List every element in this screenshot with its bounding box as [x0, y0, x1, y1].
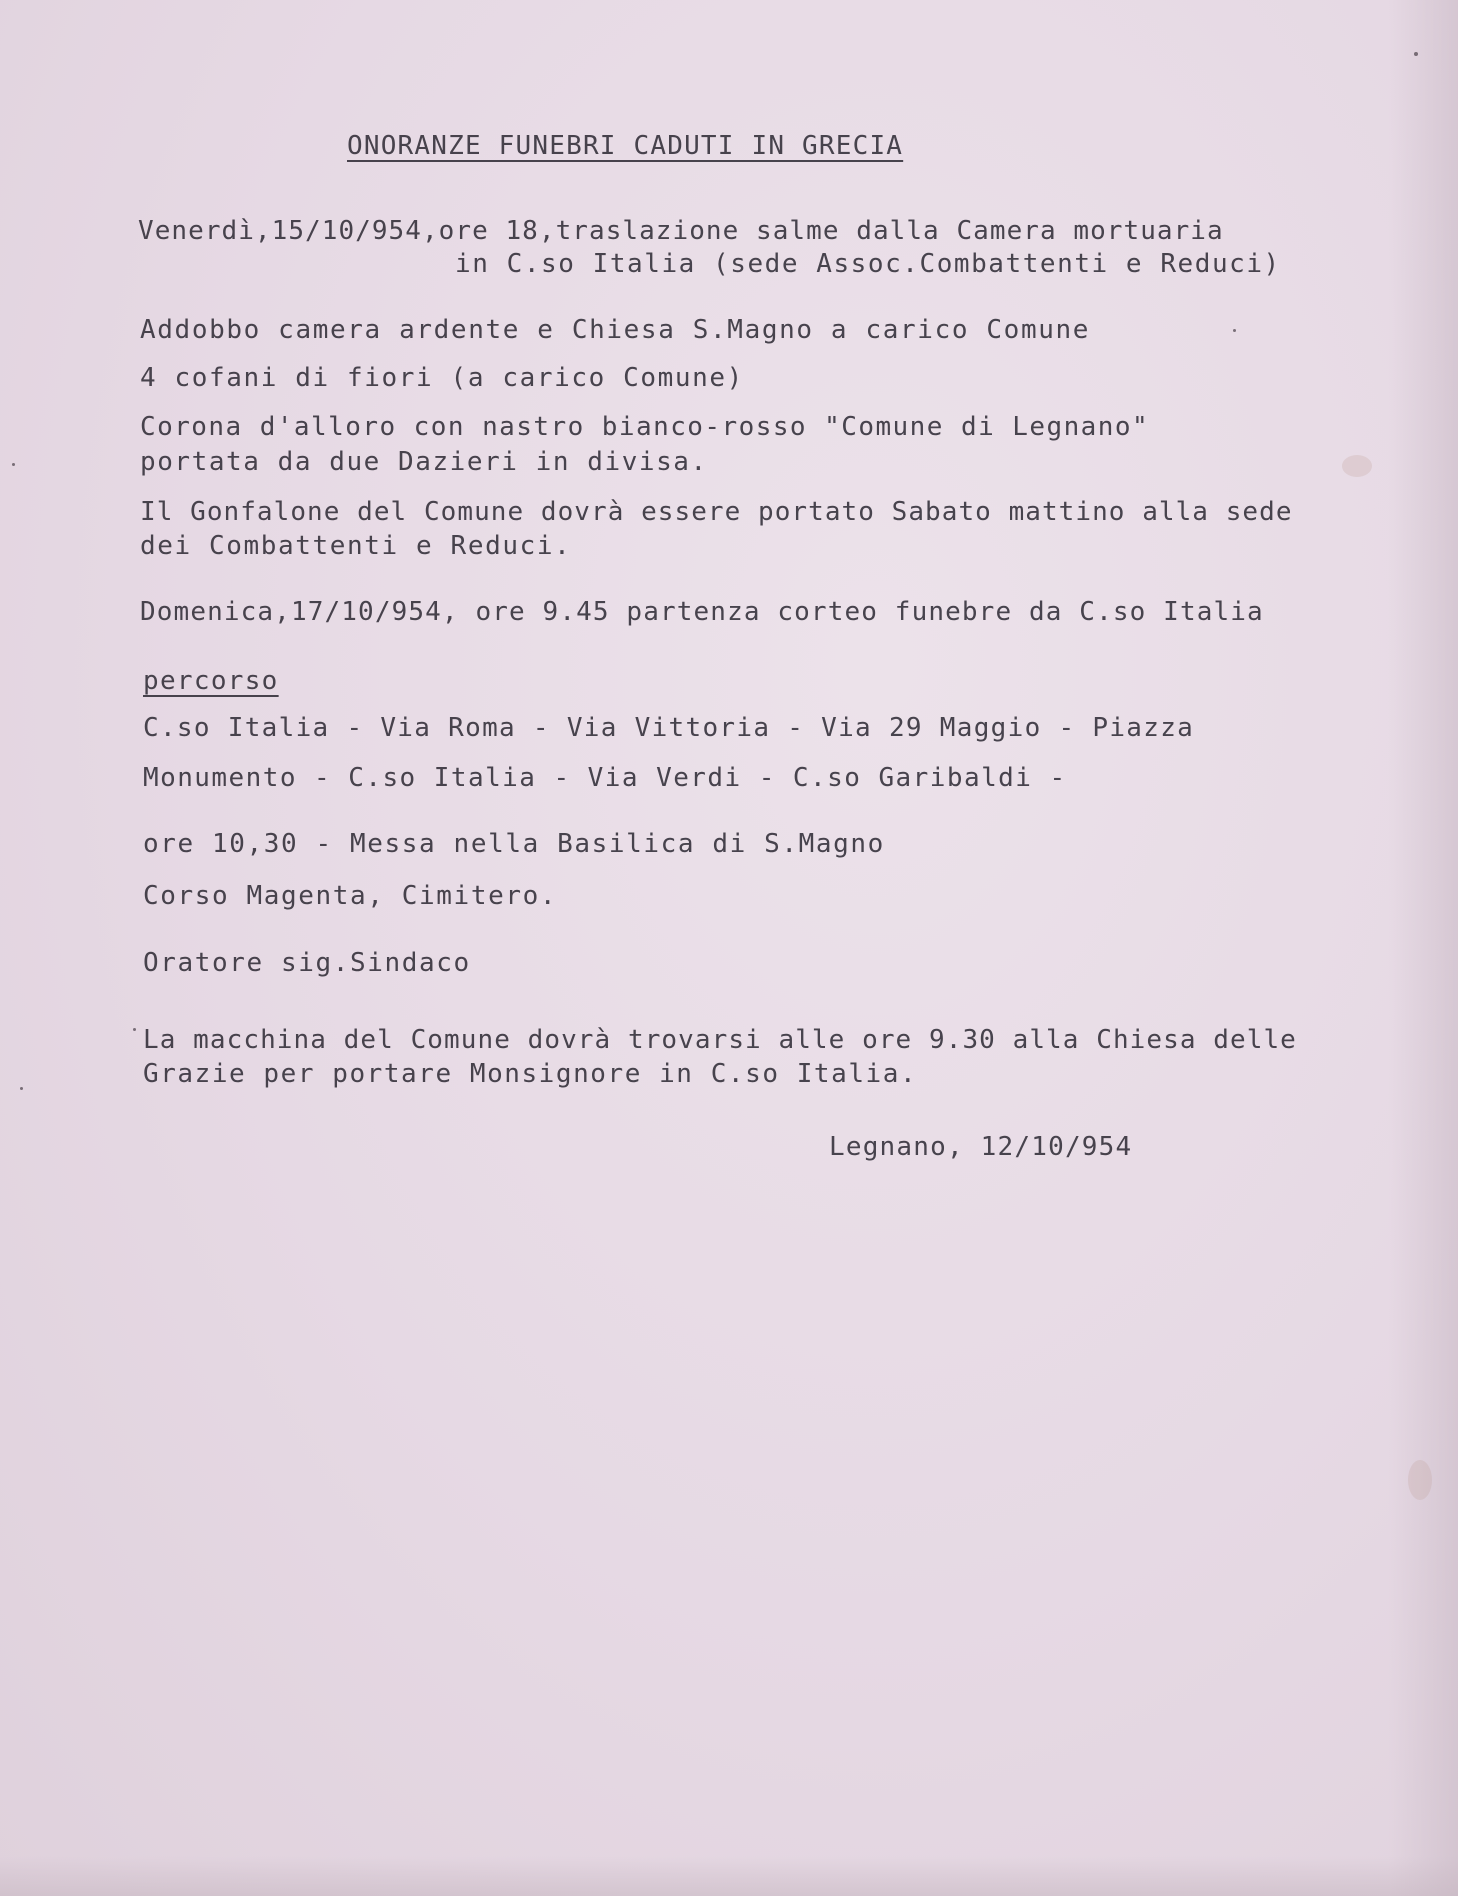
place-and-date: Legnano, 12/10/954	[829, 1132, 1133, 1162]
text-line-route-1: C.so Italia - Via Roma - Via Vittoria - Via 29 Maggio - Piazza	[143, 713, 1195, 743]
text-line-car-1: La macchina del Comune dovrà trovarsi alle ore 9.30 alla Chiesa delle	[143, 1025, 1297, 1055]
text-line-5: Corona d'alloro con nastro bianco-rosso "Comune di Legnano"	[140, 412, 1150, 442]
text-line-9: Domenica,17/10/954, ore 9.45 partenza corteo funebre da C.so Italia	[140, 597, 1264, 627]
text-line-4: 4 cofani di fiori (a carico Comune)	[140, 363, 744, 393]
paper-speck	[1233, 329, 1236, 332]
paper-stain	[1408, 1460, 1432, 1500]
paper-speck	[20, 1087, 23, 1090]
text-line-7: Il Gonfalone del Comune dovrà essere portato Sabato mattino alla sede	[140, 497, 1293, 527]
text-line-route-2: Monumento - C.so Italia - Via Verdi - C.so Garibaldi -	[143, 763, 1067, 793]
text-line-cemetery: Corso Magenta, Cimitero.	[143, 881, 558, 911]
text-line-car-2: Grazie per portare Monsignore in C.so Italia.	[143, 1059, 918, 1089]
text-line-orator: Oratore sig.Sindaco	[143, 948, 471, 978]
page-bottom-shadow	[0, 1856, 1458, 1896]
text-line-mass: ore 10,30 - Messa nella Basilica di S.Magno	[143, 829, 885, 859]
paper-speck	[1414, 52, 1418, 56]
paper-speck	[12, 463, 15, 466]
page-edge-shadow	[1388, 0, 1458, 1896]
paper-stain	[1342, 455, 1372, 477]
text-line-1: Venerdì,15/10/954,ore 18,traslazione salme dalla Camera mortuaria	[138, 216, 1224, 246]
text-line-2: in C.so Italia (sede Assoc.Combattenti e Reduci)	[455, 249, 1281, 279]
paper-speck	[133, 1028, 136, 1031]
document-title: ONORANZE FUNEBRI CADUTI IN GRECIA	[347, 131, 904, 161]
text-line-6: portata da due Dazieri in divisa.	[140, 447, 708, 477]
section-heading-percorso: percorso	[143, 666, 279, 696]
text-line-3: Addobbo camera ardente e Chiesa S.Magno a carico Comune	[140, 315, 1091, 345]
text-line-8: dei Combattenti e Reduci.	[140, 531, 572, 561]
